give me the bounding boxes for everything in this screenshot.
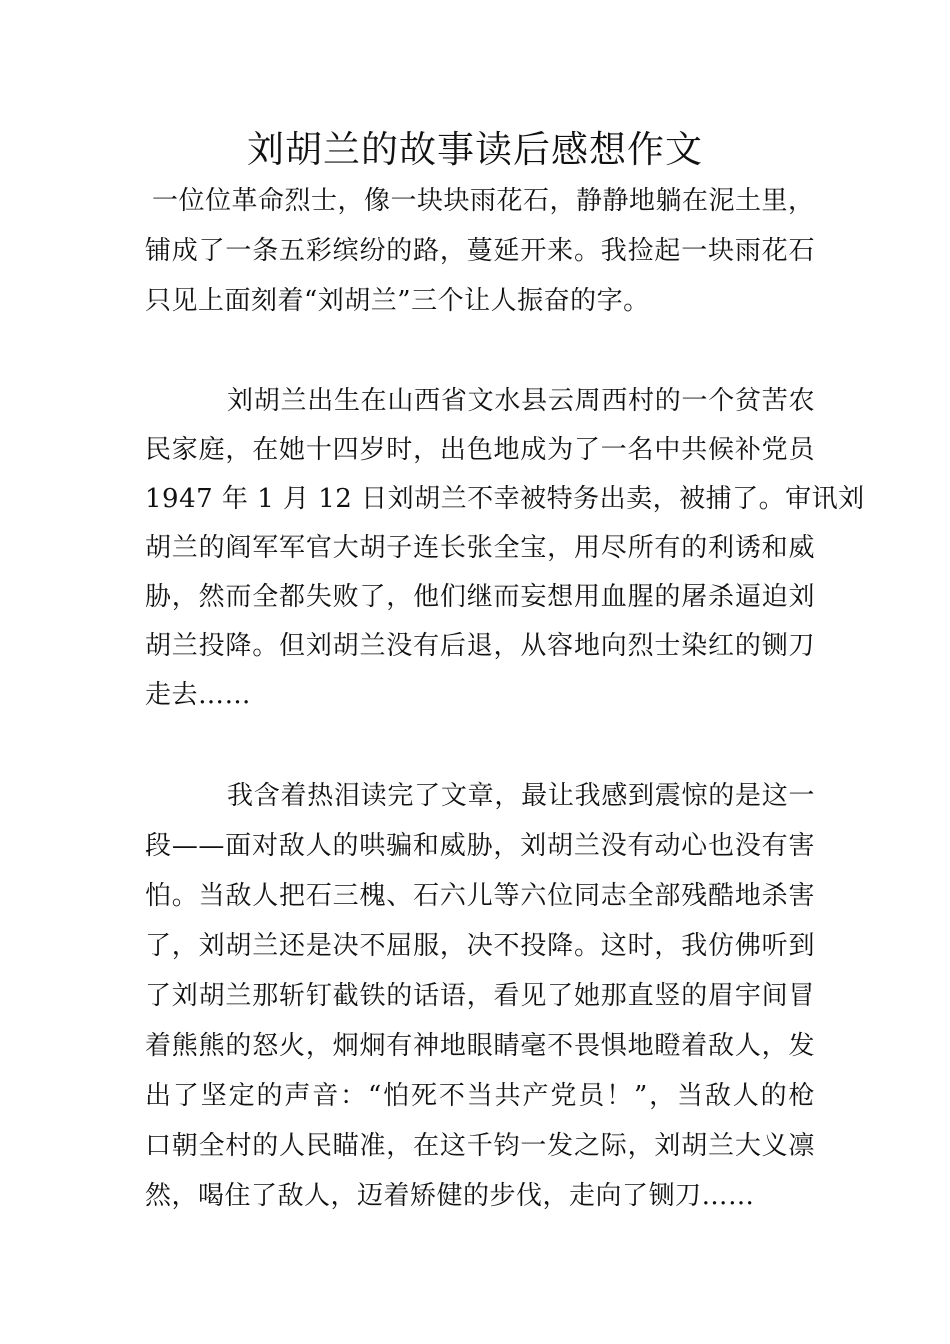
paragraph-3-line-4: 了，刘胡兰还是决不屈服，决不投降。这时，我仿佛听到 xyxy=(145,931,815,961)
paragraph-3-line-5: 了刘胡兰那斩钉截铁的话语，看见了她那直竖的眉宇间冒 xyxy=(145,981,815,1011)
paragraph-3-line-2: 段——面对敌人的哄骗和威胁，刘胡兰没有动心也没有害 xyxy=(145,831,815,861)
paragraph-3-line-3: 怕。当敌人把石三槐、石六儿等六位同志全部残酷地杀害 xyxy=(145,881,815,911)
paragraph-3-line-9: 然，喝住了敌人，迈着矫健的步伐，走向了铡刀…… xyxy=(145,1181,755,1211)
paragraph-2-line-7: 走去…… xyxy=(145,680,252,710)
paragraph-3-line-7: 出了坚定的声音：“怕死不当共产党员！”，当敌人的枪 xyxy=(145,1081,815,1111)
paragraph-3-line-6: 着熊熊的怒火，炯炯有神地眼睛毫不畏惧地瞪着敌人，发 xyxy=(145,1031,815,1061)
paragraph-2-line-4: 胡兰的阎军军官大胡子连长张全宝，用尽所有的利诱和威 xyxy=(145,533,815,563)
paragraph-1-line-1: 一位位革命烈士，像一块块雨花石，静静地躺在泥土里， xyxy=(152,186,815,216)
paragraph-2-line-1: 刘胡兰出生在山西省文水县云周西村的一个贫苦农 xyxy=(227,386,815,416)
paragraph-1-line-2: 铺成了一条五彩缤纷的路，蔓延开来。我捡起一块雨花石 xyxy=(145,236,815,266)
paragraph-3-line-1: 我含着热泪读完了文章，最让我感到震惊的是这一 xyxy=(227,781,815,811)
paragraph-2-line-3: 1947 年 1 月 12 日刘胡兰不幸被特务出卖，被捕了。审讯刘 xyxy=(145,484,865,514)
document-title: 刘胡兰的故事读后感想作文 xyxy=(247,128,703,171)
paragraph-2-line-5: 胁，然而全都失败了，他们继而妄想用血腥的屠杀逼迫刘 xyxy=(145,582,815,612)
paragraph-2-line-2: 民家庭，在她十四岁时，出色地成为了一名中共候补党员 xyxy=(145,435,815,465)
paragraph-2-line-6: 胡兰投降。但刘胡兰没有后退，从容地向烈士染红的铡刀 xyxy=(145,631,815,661)
paragraph-1-line-3: 只见上面刻着“刘胡兰”三个让人振奋的字。 xyxy=(145,286,650,316)
paragraph-3-line-8: 口朝全村的人民瞄准，在这千钧一发之际，刘胡兰大义凛 xyxy=(145,1131,815,1161)
